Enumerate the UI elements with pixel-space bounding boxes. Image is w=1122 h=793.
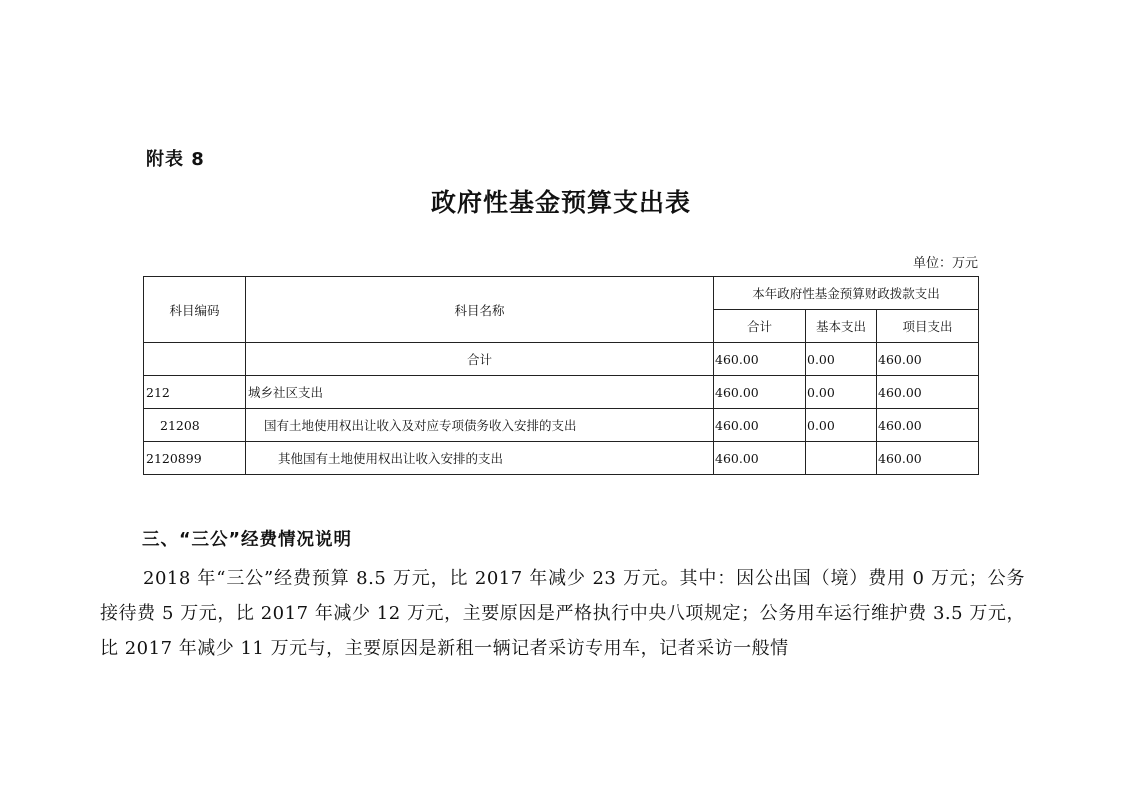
row-total: 460.00 [714, 442, 806, 475]
row-project: 460.00 [877, 442, 979, 475]
table-total-row [144, 343, 979, 376]
table-header-row [144, 277, 979, 310]
row-total: 460.00 [714, 376, 806, 409]
header-total: 合计 [714, 310, 806, 343]
row-code: 21208 [144, 409, 246, 442]
header-name: 科目名称 [246, 277, 714, 343]
table-row [144, 376, 979, 409]
header-project: 项目支出 [877, 310, 979, 343]
row-basic: 0.00 [806, 376, 877, 409]
header-code: 科目编码 [144, 277, 246, 343]
table-row [144, 442, 979, 475]
attachment-label: 附表 8 [146, 149, 205, 170]
section-heading: 三、“三公”经费情况说明 [142, 530, 353, 550]
row-code: 2120899 [144, 442, 246, 475]
row-basic: 0.00 [806, 409, 877, 442]
total-project: 460.00 [877, 343, 979, 376]
row-project: 460.00 [877, 409, 979, 442]
budget-table [143, 276, 979, 475]
section-paragraph: 2018 年“三公”经费预算 8.5 万元，比 2017 年减少 23 万元。其中：因公出国（境）费用 0 万元；公务接待费 5 万元，比 2017 年减少 12 万元，主要原因是严格执行中央八项规定；公务用车运行维护费 3.5 万元，比 2017 年减少 11 万元与，主要原因是新租一辆记者采访专用车，记者采访一般情 [100, 568, 1025, 659]
row-total: 460.00 [714, 409, 806, 442]
header-basic: 基本支出 [806, 310, 877, 343]
header-group: 本年政府性基金预算财政拨款支出 [714, 277, 979, 310]
page-title: 政府性基金预算支出表 [430, 188, 691, 217]
row-name: 城乡社区支出 [246, 376, 714, 409]
total-name: 合计 [246, 343, 714, 376]
unit-label: 单位：万元 [912, 256, 978, 271]
total-basic: 0.00 [806, 343, 877, 376]
row-project: 460.00 [877, 376, 979, 409]
row-name: 其他国有土地使用权出让收入安排的支出 [246, 442, 714, 475]
table-row [144, 409, 979, 442]
total-total: 460.00 [714, 343, 806, 376]
row-code: 212 [144, 376, 246, 409]
row-name: 国有土地使用权出让收入及对应专项债务收入安排的支出 [246, 409, 714, 442]
total-code [144, 343, 246, 376]
row-basic [806, 442, 877, 475]
